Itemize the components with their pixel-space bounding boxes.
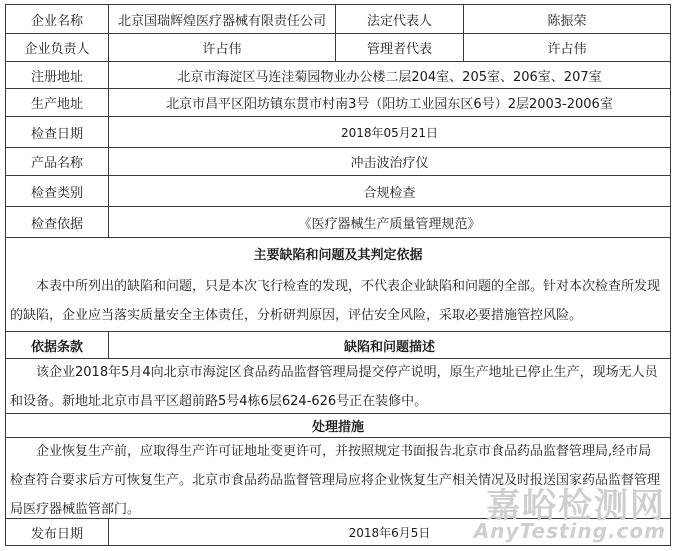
measures-text: 企业恢复生产前，应取得生产许可证地址变更许可，并按照规定书面报告北京市食品药品监督管理局,经市局检查符合要求后方可恢复生产。北京市食品药品监督管理局应将企业恢复生产相关情况及时报送国家药品监督管理局医疗器械监管部门。 — [10, 444, 661, 517]
table-row — [6, 5, 670, 34]
publish-date-row — [6, 519, 670, 545]
defect-description-text: 该企业2018年5月4向北京市海淀区食品药品监督管理局提交停产说明，原生产地址已停止生产，现场无人员和设备。新地址北京市昌平区超前路5号4栋6层624-626号正在装修中。 — [10, 365, 658, 409]
measures-header-row — [6, 414, 670, 438]
table-row — [6, 34, 670, 62]
value-responsible-person: 许占伟 — [109, 34, 336, 61]
value-publish-date: 2018年6月5日 — [348, 525, 431, 540]
watermark-en: AnyTesting.com — [473, 519, 666, 543]
col-basis-clause: 依据条款 — [6, 332, 109, 358]
label-inspection-type: 检查类别 — [6, 176, 109, 206]
label-company-name: 企业名称 — [6, 5, 109, 33]
value-legal-rep: 陈振荣 — [547, 13, 587, 29]
table-row — [6, 89, 670, 117]
watermark-cn: 嘉峪检测网 — [486, 486, 666, 526]
defects-section-title: 主要缺陷和问题及其判定依据 — [253, 247, 423, 263]
label-responsible-person: 企业负责人 — [6, 34, 109, 61]
measures-title: 处理措施 — [311, 420, 364, 435]
value-inspection-type: 合规检查 — [363, 185, 416, 201]
defects-header-row — [6, 332, 670, 359]
table-row — [6, 117, 670, 148]
label-legal-rep: 法定代表人 — [336, 5, 464, 33]
label-management-rep: 管理者代表 — [336, 34, 464, 61]
table-row — [6, 62, 670, 89]
table-row — [6, 148, 670, 176]
col-defect-description: 缺陷和问题描述 — [343, 339, 435, 355]
label-inspection-basis: 检查依据 — [6, 207, 109, 237]
value-product-name: 冲击波治疗仪 — [350, 156, 429, 171]
value-production-address: 北京市昌平区阳坊镇东贯市村南3号（阳坊工业园东区6号）2层2003-2006室 — [166, 97, 613, 112]
value-management-rep: 许占伟 — [547, 42, 587, 57]
label-production-address: 生产地址 — [6, 89, 109, 116]
value-registered-address: 北京市海淀区马连洼菊园物业办公楼二层204室、205室、206室、207室 — [177, 69, 602, 85]
label-inspection-date: 检查日期 — [6, 117, 109, 147]
value-inspection-basis: 《医疗器械生产质量管理规范》 — [298, 216, 481, 232]
defects-section — [6, 238, 670, 332]
table-row — [6, 176, 670, 207]
label-registered-address: 注册地址 — [6, 62, 109, 88]
label-publish-date: 发布日期 — [6, 519, 109, 545]
label-product-name: 产品名称 — [6, 148, 109, 175]
defect-description-row — [6, 359, 670, 414]
table-row — [6, 207, 670, 238]
value-inspection-date: 2018年05月21日 — [340, 125, 439, 140]
value-company-name: 北京国瑞辉煌医疗器械有限责任公司 — [109, 5, 336, 33]
defects-intro-text: 本表中所列出的缺陷和问题，只是本次飞行检查的发现，不代表企业缺陷和问题的全部。针对本次检查所发现的缺陷，企业应当落实质量安全主体责任，分析研判原因，评估安全风险，采取必要措施管控风险。 — [10, 279, 661, 323]
measures-row — [6, 438, 670, 519]
inspection-table — [5, 4, 671, 546]
